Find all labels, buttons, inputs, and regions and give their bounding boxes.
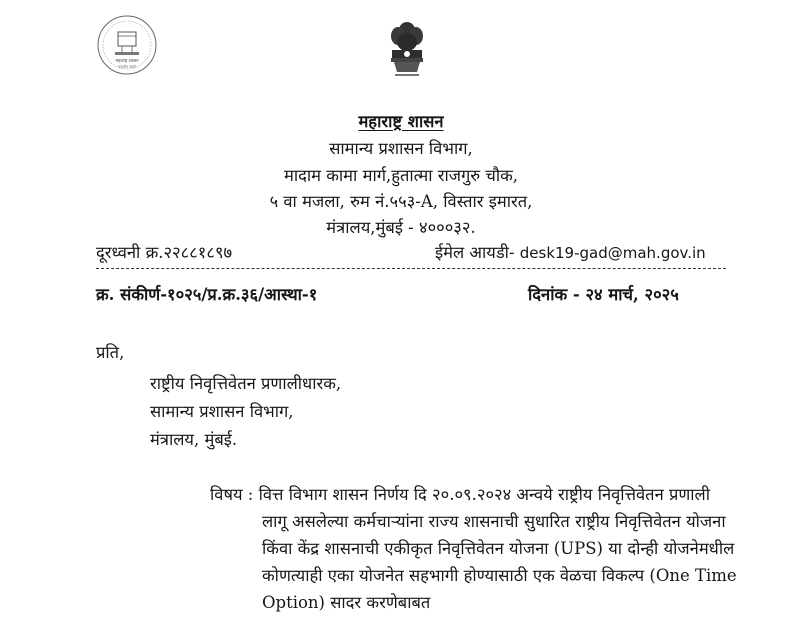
subject-line-1: विषय : वित्त विभाग शासन निर्णय दि २०.०९.२०२४ अन्वये राष्ट्रीय निवृत्तिवेतन प्रणाली bbox=[210, 485, 711, 504]
recipient-prefix: प्रति, bbox=[96, 343, 125, 362]
subject-line-3: किंवा केंद्र शासनाची एकीकृत निवृत्तिवेतन योजना (UPS) या दोन्ही योजनेमधील bbox=[262, 539, 735, 558]
government-title: महाराष्ट्र शासन bbox=[358, 112, 444, 131]
address-line-1: मादाम कामा मार्ग,हुतात्मा राजगुरु चौक, bbox=[283, 166, 519, 185]
subject-line-4: कोणत्याही एका योजनेत सहभागी होण्यासाठी एक वेळचा विकल्प (One Time bbox=[262, 566, 737, 585]
national-emblem-icon bbox=[386, 20, 428, 80]
department-name: सामान्य प्रशासन विभाग, bbox=[329, 139, 473, 158]
address-line-3: मंत्रालय,मुंबई - ४०००३२. bbox=[326, 218, 476, 237]
phone-number: दूरध्वनी क्र.२२८८१८९७ bbox=[96, 243, 233, 262]
address-line-2: ५ वा मजला, रुम नं.५५३-A, विस्तार इमारत, bbox=[269, 192, 533, 211]
email-line bbox=[435, 240, 706, 263]
maharashtra-seal-icon bbox=[96, 14, 158, 76]
letter-date: दिनांक - २४ मार्च, २०२५ bbox=[528, 285, 679, 304]
email-address[interactable]: desk19-gad@mah.gov.in bbox=[519, 244, 706, 262]
subject-line-5: Option) सादर करणेबाबत bbox=[262, 593, 431, 612]
recipient-line-2: सामान्य प्रशासन विभाग, bbox=[150, 402, 294, 421]
recipient-line-1: राष्ट्रीय निवृत्तिवेतन प्रणालीधारक, bbox=[150, 374, 342, 393]
reference-number: क्र. संकीर्ण-१०२५/प्र.क्र.३६/आस्था-१ bbox=[96, 285, 318, 304]
seal-text-2: सत्यमेव जयते bbox=[118, 65, 136, 69]
subject-line-2: लागू असलेल्या कर्मचाऱ्यांना राज्य शासनाची सुधारित राष्ट्रीय निवृत्तिवेतन योजना bbox=[262, 512, 726, 531]
divider-line bbox=[96, 268, 726, 269]
seal-text-1: महाराष्ट्र शासन bbox=[115, 59, 139, 64]
email-label: ईमेल आयडी- bbox=[435, 243, 515, 262]
recipient-line-3: मंत्रालय, मुंबई. bbox=[150, 430, 238, 449]
